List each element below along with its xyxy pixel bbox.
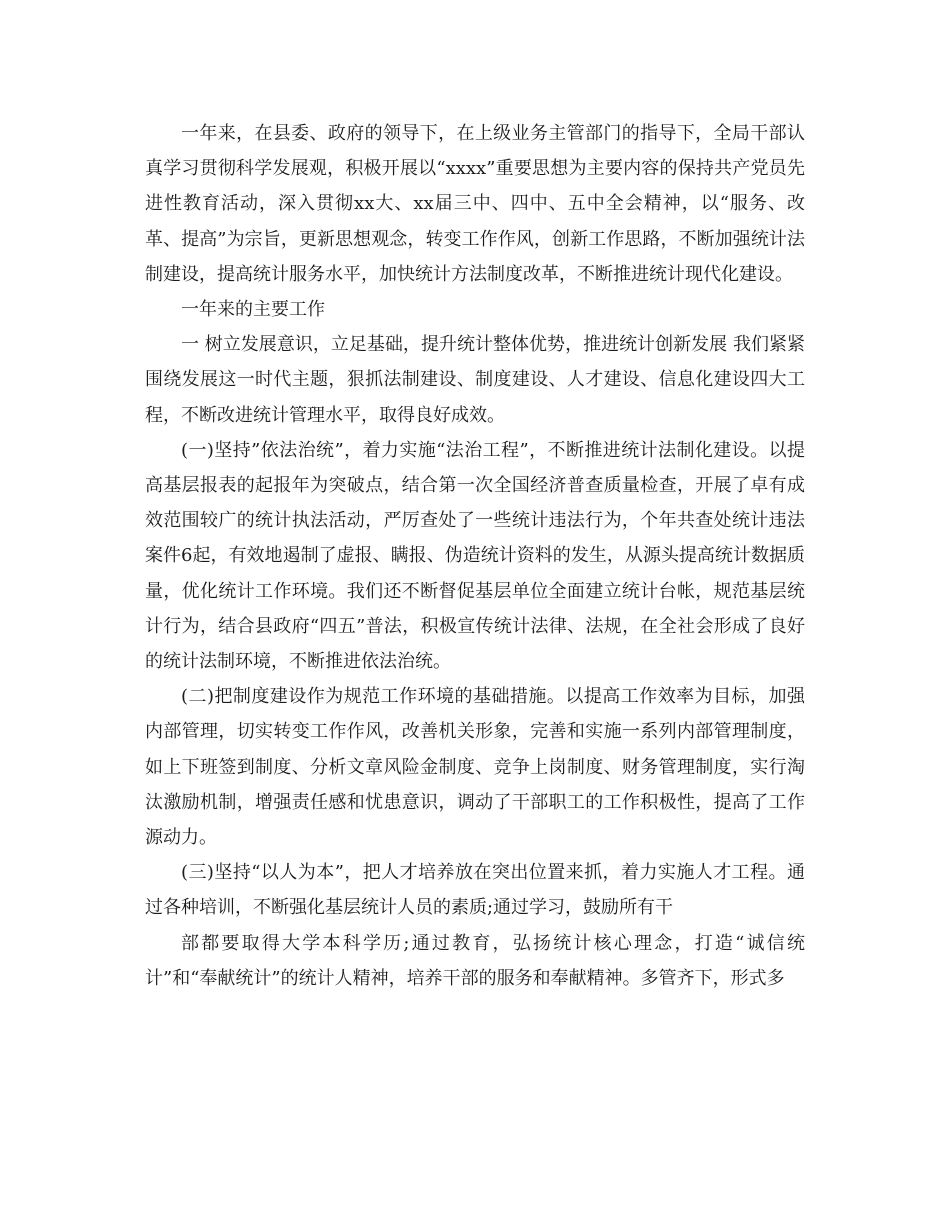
- paragraph-intro: 一年来，在县委、政府的领导下，在上级业务主管部门的指导下，全局干部认真学习贯彻科学发展观，积极开展以“xxxx”重要思想为主要内容的保持共产党员先进性教育活动，深入贯彻xx大、xx届三中、四中、五中全会精神，以“服务、改革、提高”为宗旨，更新思想观念，转变工作作风，创新工作思路，不断加强统计法制建设，提高统计服务水平，加快统计方法制度改革，不断推进统计现代化建设。: [145, 123, 805, 285]
- paragraph-part-one: 一 树立发展意识，立足基础，提升统计整体优势，推进统计创新发展 我们紧紧围绕发展这一时代主题，狠抓法制建设、制度建设、人才建设、信息化建设四大工程，不断改进统计管理水平，取得良好成效。: [145, 334, 805, 426]
- paragraph-item-three: (三)坚持“以人为本”，把人才培养放在突出位置来抓，着力实施人才工程。通过各种培训，不断强化基层统计人员的素质;通过学习，鼓励所有干: [145, 862, 805, 919]
- paragraph-item-two: (二)把制度建设作为规范工作环境的基础措施。以提高工作效率为目标，加强内部管理，切实转变工作作风，改善机关形象，完善和实施一系列内部管理制度，如上下班签到制度、分析文章风险金制度、竞争上岗制度、财务管理制度，实行淘汰激励机制，增强责任感和忧患意识，调动了干部职工的工作积极性，提高了工作源动力。: [145, 686, 805, 849]
- document-body: [145, 116, 805, 996]
- paragraph-continuation: 部都要取得大学本科学历;通过教育，弘扬统计核心理念，打造“诚信统计”和“奉献统计”的统计人精神，培养干部的服务和奉献精神。多管齐下，形式多: [145, 932, 805, 989]
- paragraph-item-one: (一)坚持”依法治统”，着力实施“法治工程”，不断推进统计法制化建设。以提高基层报表的起报年为突破点，结合第一次全国经济普查质量检查，开展了卓有成效范围较广的统计执法活动，严厉查处了一些统计违法行为，个年共查处统计违法案件6起，有效地遏制了虚报、瞒报、伪造统计资料的发生，从源头提高统计数据质量，优化统计工作环境。我们还不断督促基层单位全面建立统计台帐，规范基层统计行为，结合县政府“四五”普法，积极宣传统计法律、法规，在全社会形成了良好的统计法制环境，不断推进依法治统。: [145, 439, 805, 673]
- paragraph-section-heading: 一年来的主要工作: [181, 299, 325, 321]
